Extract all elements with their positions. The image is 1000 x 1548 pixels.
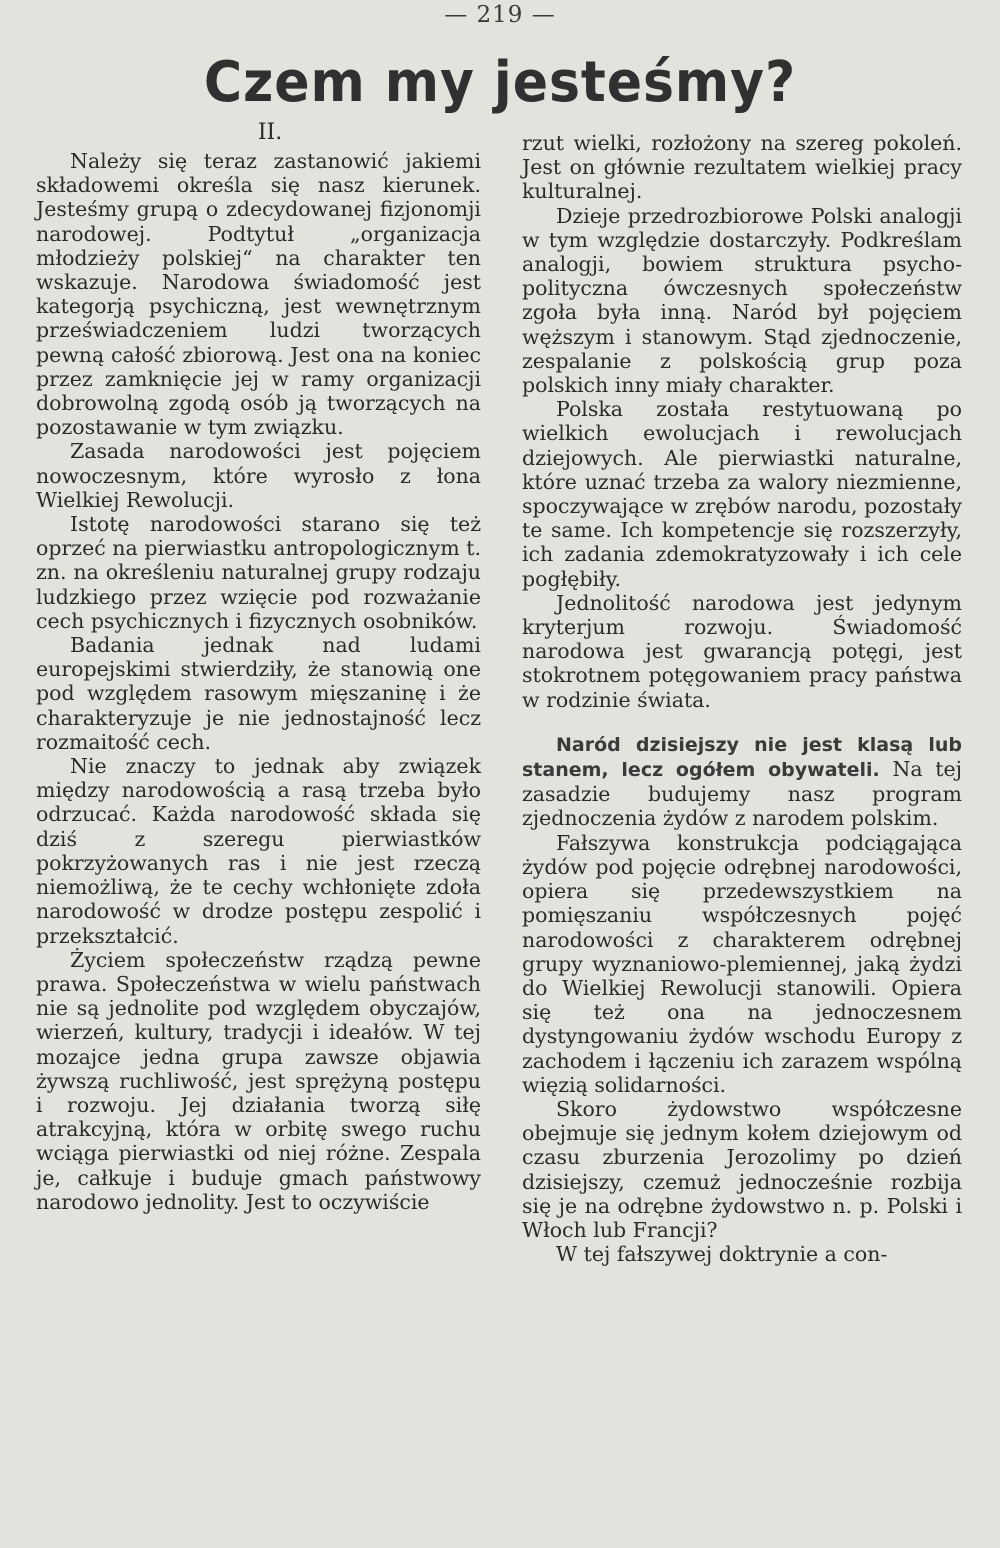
- thesis-continuation: Na tej zasadzie budujemy nasz program zjednoczenia żydów z narodem polskim.: [522, 757, 963, 831]
- paragraph: Skoro żydowstwo współczesne obejmuje się jednym kołem dziejowym od czasu zburzenia Jerozolimy po dzień dzisiejszy, czemuż jednocześnie rozbija się je na odrębne żydowstwo n. p. Polski i Włoch lub Francji?: [522, 1096, 962, 1242]
- paragraph: Fałszywa konstrukcja podciągająca żydów pod pojęcie odrębnej narodowości, opiera się przedewszystkiem na pomięszaniu współczesnych pojęć narodowości z charakterem odrębnej grupy wyznaniowo-plemiennej, jaką żydzi do Wielkiej Rewolucji stanowili. Opiera się też ona na jednoczesnem dystyngowaniu żydów wschodu Europy z zachodem i łączeniu ich zarazem wspólną więzią solidarności.: [522, 830, 962, 1097]
- paragraph: Nie znaczy to jednak aby związek między narodowością a rasą trzeba było odrzucać. Każda narodowość składa się dziś z szeregu pierwiastków pokrzyżowanych ras i nie jest rzeczą niemożliwą, że te cechy wchłonięte zdoła narodowość w drodze postępu zespolić i przekształcić.: [36, 754, 481, 948]
- paragraph: Polska została restytuowaną po wielkich ewolucjach i rewolucjach dziejowych. Ale pierwiastki naturalne, które uznać trzeba za walory niezmienne, spoczywające w zrębów narodu, pozostały te same. Ich kompetencje się rozszerzyły, ich zadania zdemokratyzowały i ich cele pogłębiły.: [522, 397, 962, 591]
- left-column: [36, 149, 481, 1214]
- section-number: II.: [257, 120, 283, 145]
- paragraph: Badania jednak nad ludami europejskimi stwierdziły, że stanowią one pod względem rasowym mięszaninę i że charakteryzuje je nie jednostajność lecz rozmaitość cech.: [36, 633, 481, 754]
- bold-thesis-paragraph: [522, 732, 962, 831]
- page-number: — 219 —: [444, 2, 556, 28]
- paragraph: Dzieje przedrozbiorowe Polski analogji w tym względzie dostarczyły. Podkreślam analogji, bowiem struktura psycho-polityczna ówczesnych społeczeństw zgoła była inną. Naród był pojęciem węższym i stanowym. Stąd zjednoczenie, zespalanie z polskością grup poza polskich inny miały charakter.: [522, 203, 962, 398]
- paragraph: Życiem społeczeństw rządzą pewne prawa. Społeczeństwa w wielu państwach nie są jednolite pod względem obyczajów, wierzeń, kultury, tradycji i ideałów. W tej mozajce jedna grupa zawsze objawia żywszą ruchliwość, jest sprężyną postępu i rozwoju. Jej działania tworzą siłę atrakcyjną, która w orbitę swego ruchu wciąga pierwiastki od niej różne. Zespala je, całkuje i buduje gmach państwowy narodowo jednolity. Jest to oczywiście: [36, 947, 481, 1214]
- paragraph: Istotę narodowości starano się też oprzeć na pierwiastku antropologicznym t. zn. na określeniu naturalnej grupy rodzaju ludzkiego przez wzięcie pod rozważanie cech psychicznych i fizycznych osobników.: [36, 512, 481, 633]
- paragraph: Jednolitość narodowa jest jedynym kryterjum rozwoju. Świadomość narodowa jest gwarancją potęgi, jest stokrotnem potęgowaniem pracy państwa w rodzinie świata.: [522, 590, 962, 712]
- paragraph: Zasada narodowości jest pojęciem nowoczesnym, które wyrosło z łona Wielkiej Rewolucji.: [36, 439, 481, 512]
- bold-lead-text: Naród dzisiejszy nie jest klasą lub stanem, lecz ogółem obywateli.: [522, 733, 962, 782]
- paragraph: W tej fałszywej doktrynie a con-: [556, 1242, 888, 1267]
- article-title: Czem my jesteśmy?: [203, 50, 797, 115]
- paragraph: Należy się teraz zastanowić jakiemi składowemi określa się nasz kierunek. Jesteśmy grupą o zdecydowanej fizjonomji narodowej. Podtytuł „organizacja młodzieży polskiej“ na charakter ten wskazuje. Narodowa świadomość jest kategorją psychiczną, jest wewnętrznym przeświadczeniem ludzi tworzących pewną całość zbiorową. Jest ona na koniec przez zamknięcie jej w ramy organizacji dobrowolną zgodą osób ją tworzących na pozostawanie w tym związku.: [36, 149, 481, 440]
- right-column: [522, 131, 962, 1266]
- paragraph: rzut wielki, rozłożony na szereg pokoleń. Jest on głównie rezultatem wielkiej pracy kulturalnej.: [522, 131, 962, 204]
